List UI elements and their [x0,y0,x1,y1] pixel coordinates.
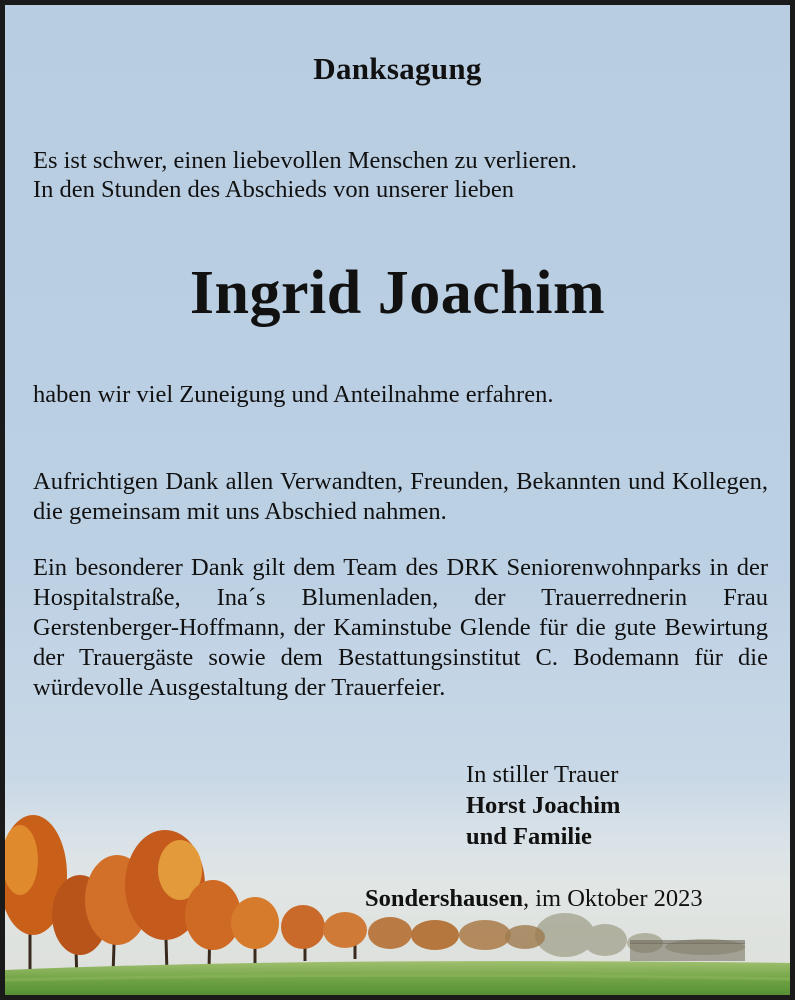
signature-name: Horst Joachim [466,792,621,819]
signature-block [466,759,620,852]
notice-date: , im Oktober 2023 [522,885,703,912]
thanks-paragraph-special: Ein besonderer Dank gilt dem Team des DRK Seniorenwohnparks in der Hospitalstraße, Ina´s Blumenladen, der Trauerrednerin Frau Gerstenberger-Hoffmann, der Kaminstube Glende für die gute Bewirtung der Trauergäste sowie dem Bestattungsinstitut C. Bodemann für die würdevolle Ausgestaltung der Trauerfeier. [33,554,768,701]
deceased-name: Ingrid Joachim [189,259,606,327]
thanks-paragraph-general: Aufrichtigen Dank allen Verwandten, Freunden, Bekannten und Kollegen, die gemeinsam mit uns Abschied nahmen. [33,468,768,525]
intro-text [33,146,577,204]
intro-line: In den Stunden des Abschieds von unserer lieben [33,176,515,203]
intro-line: Es ist schwer, einen liebevollen Menschen zu verlieren. [33,147,577,174]
signature-greeting: In stiller Trauer [466,761,619,788]
signature-family: und Familie [466,823,592,850]
place-name: Sondershausen [365,885,523,912]
place-date-line [365,885,703,913]
notice-title: Danksagung [313,51,482,86]
received-line: haben wir viel Zuneigung und Anteilnahme erfahren. [33,381,554,408]
